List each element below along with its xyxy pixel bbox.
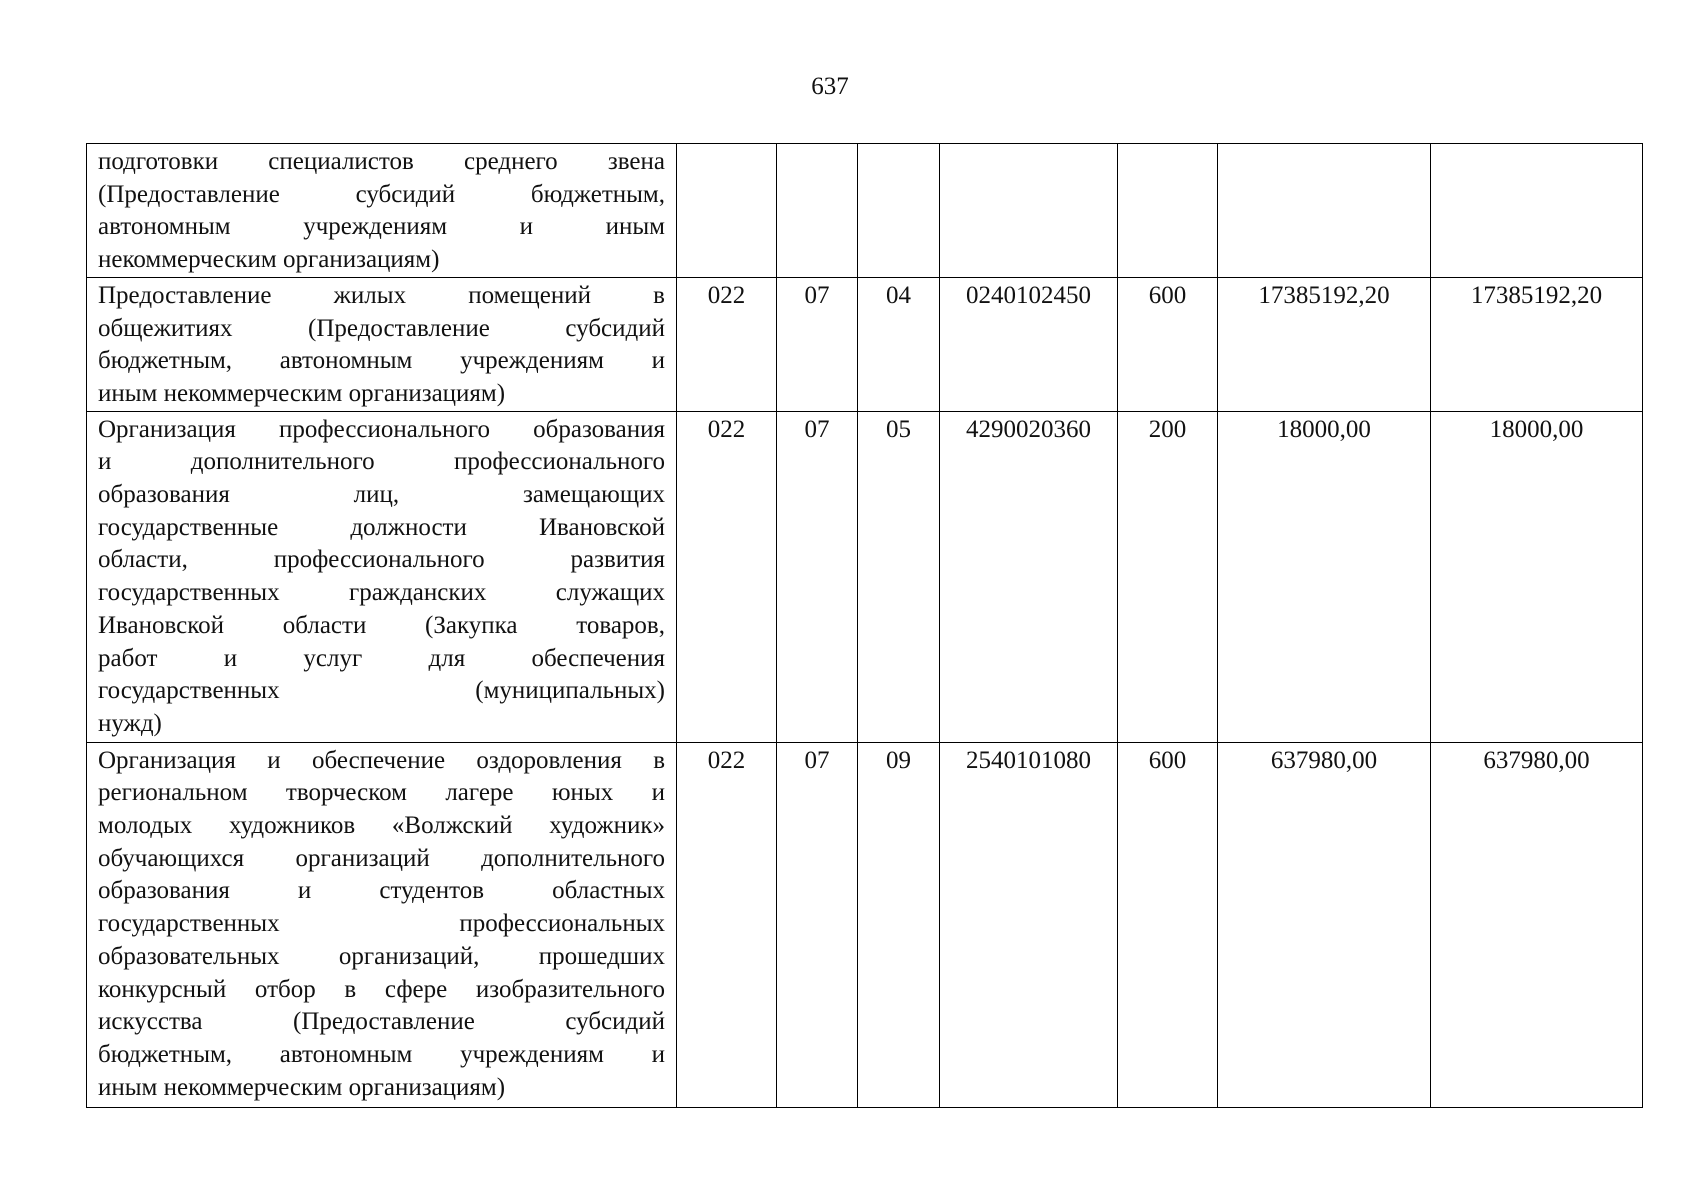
- ministry-code-cell: 022: [677, 411, 777, 742]
- description-line: бюджетным, автономным учреждениям и: [98, 1040, 665, 1068]
- expense-type-cell: 200: [1118, 411, 1218, 742]
- description-line: Организация и обеспечение оздоровления в: [98, 746, 665, 774]
- description-line: государственные должности Ивановской: [98, 513, 665, 541]
- section-code-cell: [777, 144, 858, 278]
- description-line: образовательных организаций, прошедших: [98, 942, 665, 970]
- description-line: Предоставление жилых помещений в: [98, 281, 665, 309]
- table-body: [87, 144, 1643, 1108]
- description-line: иным некоммерческим организациям): [98, 379, 506, 407]
- ministry-code-cell: 022: [677, 277, 777, 411]
- amount-cell: [1218, 144, 1431, 278]
- description-line: некоммерческим организациям): [98, 246, 440, 274]
- target-article-cell: 4290020360: [940, 411, 1118, 742]
- amount-cell: 18000,00: [1431, 411, 1643, 742]
- description-line: общежитиях (Предоставление субсидий: [98, 314, 665, 342]
- description-line: бюджетным, автономным учреждениям и: [98, 347, 665, 375]
- subsection-code-cell: 09: [858, 742, 940, 1107]
- expense-type-cell: 600: [1118, 742, 1218, 1107]
- target-article-cell: [940, 144, 1118, 278]
- budget-table: [86, 143, 1643, 1108]
- page-number: 637: [811, 73, 849, 100]
- description-line: области, профессионального развития: [98, 546, 665, 574]
- description-line: иным некоммерческим организациям): [98, 1073, 506, 1101]
- description-line: нужд): [98, 709, 162, 737]
- ministry-code-cell: [677, 144, 777, 278]
- ministry-code-cell: 022: [677, 742, 777, 1107]
- description-line: искусства (Предоставление субсидий: [98, 1008, 665, 1036]
- description-cell: [87, 144, 677, 278]
- description-line: подготовки специалистов среднего звена: [98, 148, 665, 175]
- table-row: [87, 277, 1643, 411]
- description-line: Ивановской области (Закупка товаров,: [98, 611, 665, 639]
- description-cell: [87, 742, 677, 1107]
- subsection-code-cell: 04: [858, 277, 940, 411]
- amount-cell: [1431, 144, 1643, 278]
- amount-cell: 18000,00: [1218, 411, 1431, 742]
- section-code-cell: 07: [777, 742, 858, 1107]
- table-row: [87, 144, 1643, 278]
- description-line: обучающихся организаций дополнительного: [98, 844, 665, 872]
- description-line: работ и услуг для обеспечения: [98, 644, 665, 672]
- description-line: молодых художников «Волжский художник»: [98, 812, 665, 840]
- table-row: [87, 411, 1643, 742]
- description-line: региональном творческом лагере юных и: [98, 779, 665, 807]
- description-line: образования лиц, замещающих: [98, 481, 665, 509]
- description-line: конкурсный отбор в сфере изобразительного: [98, 975, 665, 1003]
- description-line: и дополнительного профессионального: [98, 448, 665, 476]
- section-code-cell: 07: [777, 411, 858, 742]
- description-line: государственных гражданских служащих: [98, 579, 665, 607]
- description-line: автономным учреждениям и иным: [98, 213, 665, 241]
- description-line: образования и студентов областных: [98, 877, 665, 905]
- description-line: Организация профессионального образования: [98, 415, 665, 443]
- subsection-code-cell: [858, 144, 940, 278]
- description-cell: [87, 411, 677, 742]
- table-row: [87, 742, 1643, 1107]
- description-line: государственных (муниципальных): [98, 677, 665, 705]
- section-code-cell: 07: [777, 277, 858, 411]
- target-article-cell: 0240102450: [940, 277, 1118, 411]
- subsection-code-cell: 05: [858, 411, 940, 742]
- amount-cell: 17385192,20: [1218, 277, 1431, 411]
- amount-cell: 637980,00: [1218, 742, 1431, 1107]
- description-cell: [87, 277, 677, 411]
- description-line: (Предоставление субсидий бюджетным,: [98, 180, 665, 208]
- amount-cell: 637980,00: [1431, 742, 1643, 1107]
- amount-cell: 17385192,20: [1431, 277, 1643, 411]
- expense-type-cell: [1118, 144, 1218, 278]
- description-line: государственных профессиональных: [98, 910, 665, 938]
- target-article-cell: 2540101080: [940, 742, 1118, 1107]
- expense-type-cell: 600: [1118, 277, 1218, 411]
